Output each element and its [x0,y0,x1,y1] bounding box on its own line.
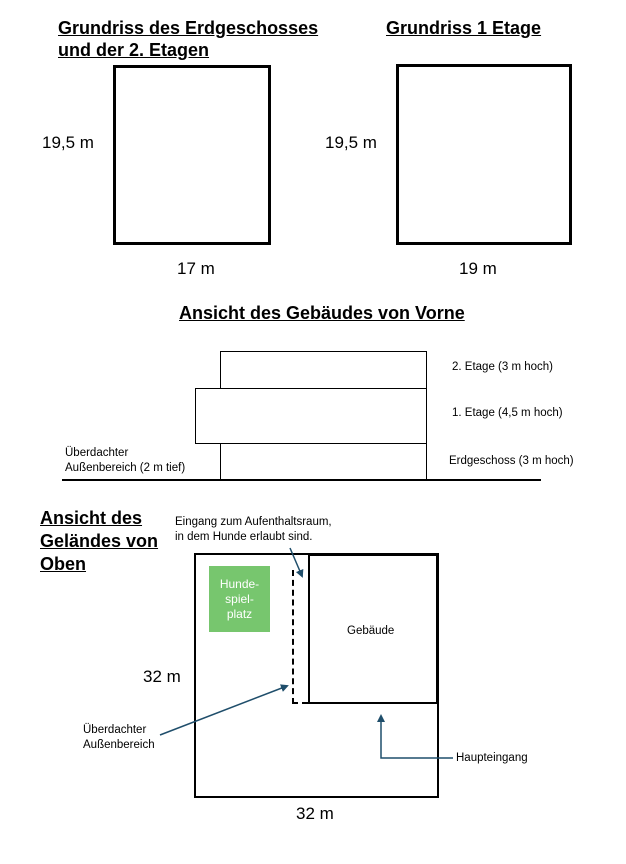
site-width-label: 32 m [296,804,334,823]
ground-plan-width-label: 17 m [177,259,215,278]
first-plan-width-label: 19 m [459,259,497,278]
site-view-heading-line-1: Ansicht des [40,508,143,528]
site-covered-area-line-2: Außenbereich [83,739,155,751]
entrance-note-line-1: Eingang zum Aufenthaltsraum, [175,516,332,528]
building-label: Gebäude [347,625,395,637]
first-plan-heading-line-1: Grundriss 1 Etage [386,18,542,38]
ground-floor-label: Erdgeschoss (3 m hoch) [449,455,574,467]
dog-park-line-3: platz [226,606,253,621]
site-height-label: 32 m [143,667,181,686]
main-entrance-label: Haupteingang [456,752,528,764]
front-covered-area-line-1: Überdachter [65,447,129,459]
dog-park-line-1: Hunde- [219,576,260,591]
front-covered-area-line-2: Außenbereich (2 m tief) [65,462,186,474]
ground-plan-heading-line-1: Grundriss des Erdgeschosses [58,18,319,38]
site-view-heading-line-2: Geländes von [40,531,159,551]
site-covered-area-line-1: Überdachter [83,724,147,736]
ground-plan-heading-line-2: und der 2. Etagen [58,40,210,60]
floor-2-label: 2. Etage (3 m hoch) [452,361,553,373]
entrance-arrow [290,548,302,576]
site-view-heading-line-3: Oben [40,554,87,574]
covered-area-arrow [160,686,287,735]
first-plan-height-label: 19,5 m [325,133,377,152]
ground-plan-height-label: 19,5 m [42,133,94,152]
floor-1-label: 1. Etage (4,5 m hoch) [452,407,563,419]
main-entrance-arrow [381,716,453,758]
dog-park-line-2: spiel- [225,591,254,606]
entrance-note-line-2: in dem Hunde erlaubt sind. [175,531,313,543]
front-view-heading-text: Ansicht des Gebäudes von Vorne [179,303,465,323]
